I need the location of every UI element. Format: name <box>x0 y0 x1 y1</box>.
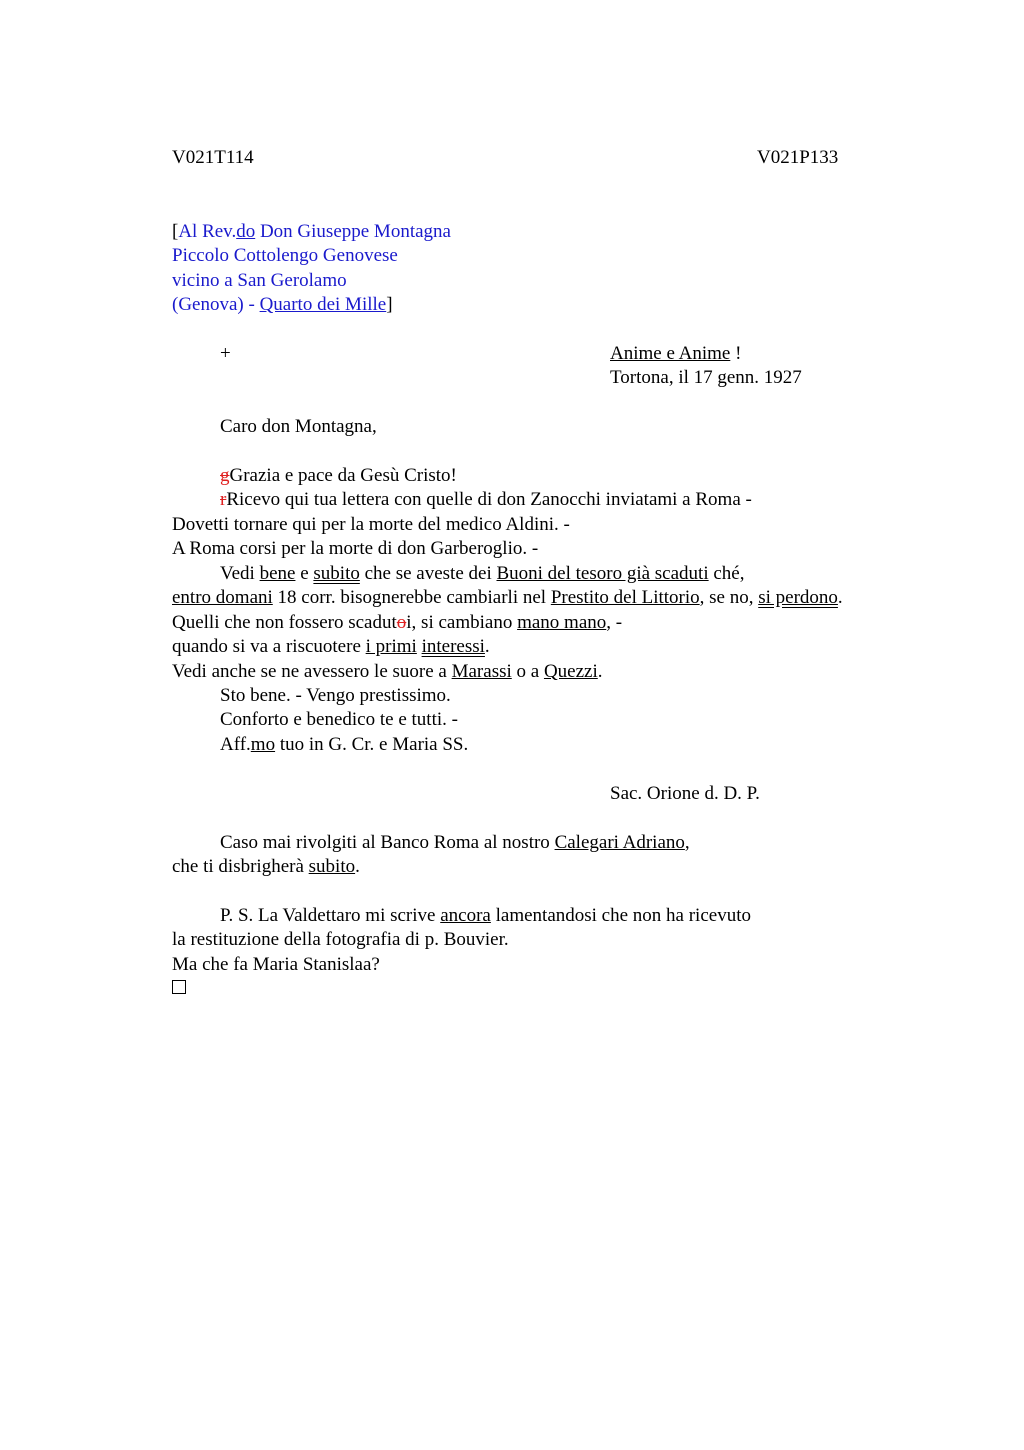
postscript-line-4: la restituzione della fotografia di p. Bouvier. <box>172 929 509 950</box>
body-line-10: Sto bene. - Vengo prestissimo. <box>220 685 451 706</box>
document-code-left: V021T114 <box>172 147 254 168</box>
close-bracket: ] <box>386 294 393 315</box>
place-date: Tortona, il 17 genn. 1927 <box>610 367 802 388</box>
body-line-4: A Roma corsi per la morte di don Garberoglio. - <box>172 538 539 559</box>
postscript-line-5: Ma che fa Maria Stanislaa? <box>172 954 380 975</box>
postscript-line-3: P. S. La Valdettaro mi scrive ancora lamentandosi che non ha ricevuto <box>220 905 751 926</box>
cross-mark: + <box>220 343 231 364</box>
body-line-7: Quelli che non fossero scadutoi, si cambiano mano mano, - <box>172 612 623 633</box>
open-bracket: [ <box>172 221 179 242</box>
end-mark-box-icon <box>172 980 186 994</box>
postscript-line-2: che ti disbrigherà subito. <box>172 856 360 877</box>
address-line-2: Piccolo Cottolengo Genovese <box>172 245 398 266</box>
body-line-2: rRicevo qui tua lettera con quelle di don Zanocchi inviatami a Roma - <box>220 489 752 510</box>
postscript-line-1: Caso mai rivolgiti al Banco Roma al nostro Calegari Adriano, <box>220 832 690 853</box>
address-line-1: [Al Rev.do Don Giuseppe Montagna <box>172 221 451 242</box>
address-line-3: vicino a San Gerolamo <box>172 270 347 291</box>
salutation: Caro don Montagna, <box>220 416 377 437</box>
body-line-5: Vedi bene e subito che se aveste dei Buoni del tesoro già scaduti ché, <box>220 563 745 584</box>
body-line-8: quando si va a riscuotere i primi interessi. <box>172 636 490 657</box>
closing-line: Aff.mo tuo in G. Cr. e Maria SS. <box>220 734 469 755</box>
body-line-3: Dovetti tornare qui per la morte del medico Aldini. - <box>172 514 570 535</box>
motto: Anime e Anime ! <box>610 343 742 364</box>
signature: Sac. Orione d. D. P. <box>610 783 760 804</box>
body-line-1: gGrazia e pace da Gesù Cristo! <box>220 465 457 486</box>
body-line-6: entro domani 18 corr. bisognerebbe cambiarli nel Prestito del Littorio, se no, si perdono. <box>172 587 843 608</box>
address-line-4: (Genova) - Quarto dei Mille] <box>172 294 393 315</box>
body-line-9: Vedi anche se ne avessero le suore a Marassi o a Quezzi. <box>172 661 603 682</box>
body-line-11: Conforto e benedico te e tutti. - <box>220 709 458 730</box>
document-code-right: V021P133 <box>757 147 839 168</box>
